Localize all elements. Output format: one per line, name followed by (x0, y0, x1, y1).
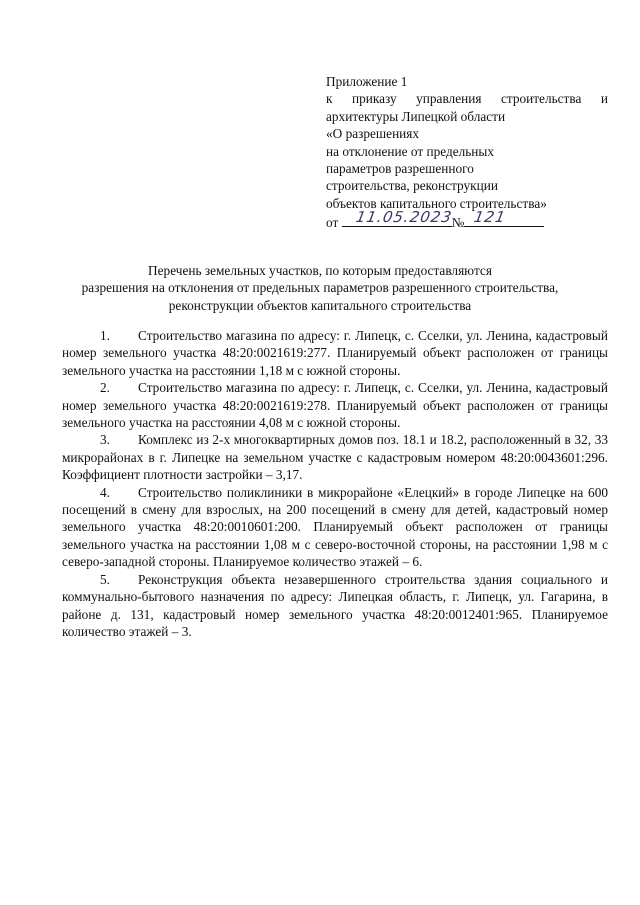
date-prefix: от (326, 215, 339, 231)
list-item (62, 431, 608, 483)
list-item (62, 327, 608, 379)
appendix-line: «О разрешениях (326, 126, 420, 142)
appendix-line: параметров разрешенного (326, 161, 474, 177)
appendix-line: объектов капитального строительства» (326, 195, 547, 211)
handwritten-date: 11.05.2023 (354, 207, 454, 226)
title-line: разрешения на отклонения от предельных параметров разрешенного строительства, (81, 280, 559, 296)
appendix-line: строительства, реконструкции (326, 178, 498, 194)
item-text: Строительство магазина по адресу: г. Липецк, с. Сселки, ул. Ленина, кадастровый номер земельного участка 48:20:0021619:277. Планируемый объект расположен от границы земельного участка на расстоянии 1,18 м с южной стороны. (62, 328, 608, 378)
item-text: Строительство поликлиники в микрорайоне «Елецкий» в городе Липецке на 600 посещений в смену для взрослых, на 200 посещений в смену для детей, кадастровый номер земельного участка 48:20:0010601:200. Планируемый объект расположен от границы земельного участка на расстоянии 1,08 м с северо-восточной стороны, на расстоянии 1,98 м с северо-западной стороны. Планируемое количество этажей – 6. (62, 484, 608, 570)
item-text: Комплекс из 2-х многоквартирных домов поз. 18.1 и 18.2, расположенный в 32, 33 микрорайонах в г. Липецке на земельном участке с кадастровым номером 48:20:0043601:296. Коэффициент плотности застройки – 3,17. (62, 432, 608, 483)
item-number: 3. (100, 432, 110, 448)
handwritten-number: 121 (472, 207, 508, 226)
date-field (342, 207, 454, 227)
item-text: Строительство магазина по адресу: г. Липецк, с. Сселки, ул. Ленина, кадастровый номер земельного участка 48:20:0021619:278. Планируемый объект расположен от границы земельного участка на расстоянии 4,08 м с южной стороны. (62, 380, 608, 431)
appendix-title: Приложение 1 (326, 74, 408, 89)
appendix-header (326, 73, 608, 230)
number-field (464, 207, 544, 227)
item-text: Реконструкция объекта незавершенного строительства здания социального и коммунально-бытового назначения по адресу: Липецкая область, г. Липецк, ул. Гагарина, в районе д. 131, кадастровый номер земельного участка 48:20:0012401:965. Планируемое количество этажей – 3. (62, 571, 608, 639)
list-item (62, 571, 608, 641)
list-body (62, 327, 608, 640)
title-line: реконструкции объектов капитального строительства (168, 297, 472, 313)
item-number: 5. (100, 571, 110, 587)
appendix-line: на отклонение от предельных (326, 143, 495, 159)
number-prefix: № (451, 215, 465, 231)
list-item (62, 379, 608, 431)
item-number: 1. (100, 328, 110, 343)
document-title (40, 262, 600, 314)
list-item (62, 484, 608, 571)
title-line: Перечень земельных участков, по которым предоставляются (148, 263, 492, 278)
appendix-line: архитектуры Липецкой области (326, 108, 506, 124)
item-number: 2. (100, 380, 110, 396)
order-date-number-line (326, 207, 608, 231)
item-number: 4. (100, 484, 110, 500)
appendix-line: к приказу управления строительства и (326, 91, 608, 107)
